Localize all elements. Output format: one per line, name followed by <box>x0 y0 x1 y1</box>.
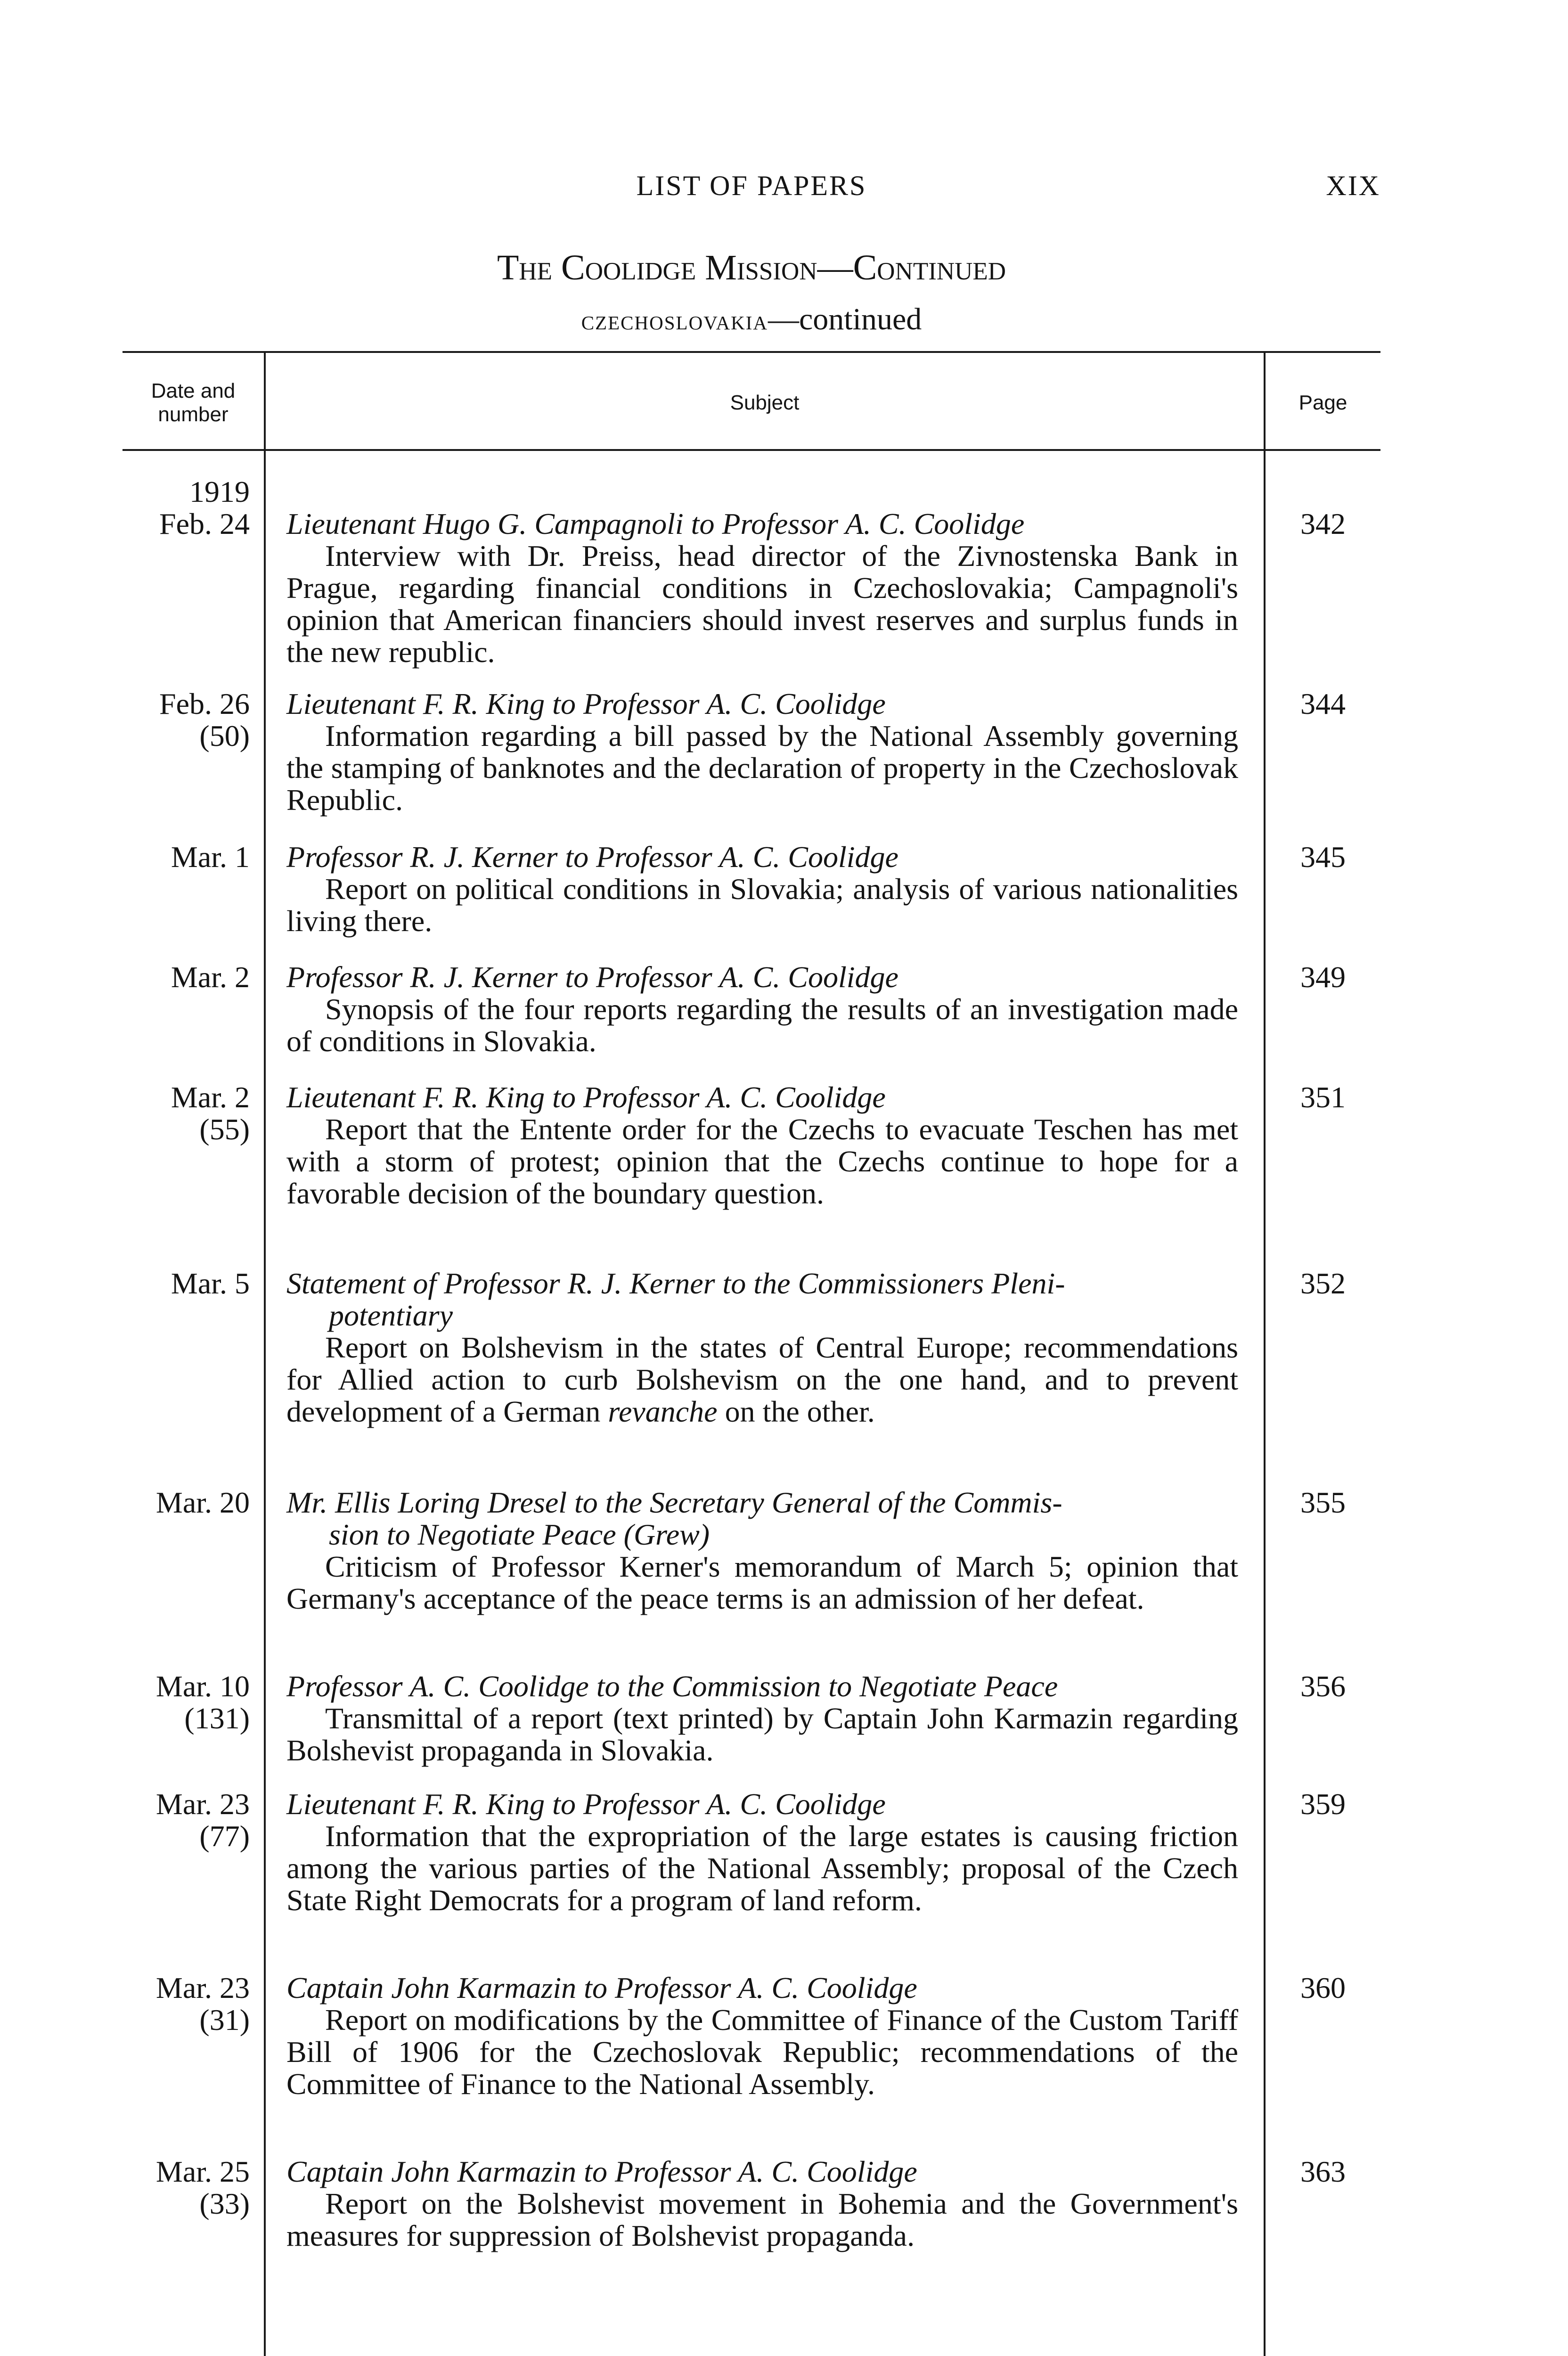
entry-summary: Report that the Entente order for the Czechs to evacuate Teschen has met with a storm of protest; opinion that the Czechs continue to hope for a favorable decision of the boundary question. <box>286 1113 1238 1210</box>
date-cell <box>122 1081 250 1145</box>
date-label: Mar. 5 <box>171 1267 250 1300</box>
date-label: Mar. 25 <box>155 2155 250 2188</box>
page-ref: 345 <box>1300 840 1346 874</box>
entry-heading: Lieutenant Hugo G. Campagnoli to Professor A. C. Coolidge <box>286 507 1025 540</box>
subject-cell <box>286 1788 1238 1916</box>
table-top-rule <box>122 351 1380 353</box>
page-ref: 359 <box>1300 1787 1346 1821</box>
column-header-subject: Subject <box>730 391 800 414</box>
date-cell <box>122 1670 250 1734</box>
entry-summary: Interview with Dr. Preiss, head director of the Zivnostenska Bank in Prague, regarding financial conditions in Czechoslovakia; Campagnoli's opinion that American financiers should invest reserves and surplus funds in the new republic. <box>286 539 1238 669</box>
entry-heading-continued: sion to Negotiate Peace (Grew) <box>329 1518 710 1551</box>
subject-cell <box>286 1487 1238 1615</box>
entry-heading-text: Mr. Ellis Loring Dresel to the Secretary General of the Commis- <box>286 1486 1062 1519</box>
doc-number: (55) <box>199 1113 250 1146</box>
column-divider-page <box>1264 351 1266 2356</box>
page-ref: 342 <box>1300 507 1346 540</box>
date-label: Mar. 23 <box>155 1787 250 1821</box>
date-cell <box>122 1788 250 1852</box>
subject-cell <box>286 508 1238 668</box>
subsection-name: czechoslovakia <box>581 305 768 335</box>
entry-summary: Report on political conditions in Slovakia; analysis of various nationalities living there. <box>286 872 1238 938</box>
date-label: Feb. 24 <box>159 507 250 540</box>
doc-number: (33) <box>199 2187 250 2220</box>
entry-summary-end: on the other. <box>725 1395 875 1428</box>
entry-summary: Report on the Bolshevist movement in Bohemia and the Government's measures for suppression of Bolshevist propaganda. <box>286 2187 1238 2252</box>
column-header-date <box>122 379 264 426</box>
subject-cell <box>286 1670 1238 1767</box>
page-ref: 352 <box>1300 1267 1346 1300</box>
subject-cell <box>286 688 1238 816</box>
date-label: Feb. 26 <box>159 687 250 720</box>
entry-heading: Captain John Karmazin to Professor A. C. Coolidge <box>286 2155 917 2188</box>
entry-heading: Professor R. J. Kerner to Professor A. C. Coolidge <box>286 960 898 994</box>
doc-number: (77) <box>199 1819 250 1853</box>
date-cell <box>122 1487 250 1519</box>
entry-heading <box>286 1487 1238 1551</box>
entry-summary: Information regarding a bill passed by the National Assembly governing the stamping of banknotes and the declaration of property in the Czechoslovak Republic. <box>286 719 1238 817</box>
table-header-rule <box>122 449 1380 451</box>
page-ref: 356 <box>1300 1669 1346 1703</box>
entry-heading: Lieutenant F. R. King to Professor A. C. Coolidge <box>286 687 886 720</box>
entry-summary: Synopsis of the four reports regarding the results of an investigation made of conditions in Slovakia. <box>286 992 1238 1058</box>
page-number: XIX <box>1326 170 1380 201</box>
entry-heading <box>286 1268 1238 1332</box>
year-label: 1919 <box>189 475 250 508</box>
entry-heading: Professor A. C. Coolidge to the Commission to Negotiate Peace <box>286 1669 1058 1703</box>
subject-cell <box>286 1972 1238 2100</box>
entry-heading: Lieutenant F. R. King to Professor A. C. Coolidge <box>286 1080 886 1114</box>
entry-heading-text: Statement of Professor R. J. Kerner to the Commissioners Pleni- <box>286 1267 1065 1300</box>
entry-summary-italic: revanche <box>608 1395 718 1428</box>
entry-summary <box>286 1332 1238 1428</box>
subject-cell <box>286 1268 1238 1428</box>
page-ref: 355 <box>1300 1486 1346 1519</box>
subsection-title <box>122 302 1380 337</box>
entry-heading: Captain John Karmazin to Professor A. C. Coolidge <box>286 1971 917 2004</box>
date-label: Mar. 2 <box>171 1080 250 1114</box>
subsection-suffix: —continued <box>768 302 922 336</box>
entry-heading: Lieutenant F. R. King to Professor A. C. Coolidge <box>286 1787 886 1821</box>
date-label: Mar. 2 <box>171 960 250 994</box>
subject-cell <box>286 961 1238 1057</box>
doc-number: (50) <box>199 719 250 753</box>
subject-cell <box>286 841 1238 937</box>
page-ref: 363 <box>1300 2155 1346 2188</box>
column-header-page: Page <box>1298 391 1348 414</box>
running-title: LIST OF PAPERS <box>636 170 867 201</box>
running-head <box>122 170 1380 207</box>
doc-number: (131) <box>184 1702 250 1735</box>
page-ref: 351 <box>1300 1080 1346 1114</box>
date-cell <box>122 688 250 752</box>
date-label: Mar. 1 <box>171 840 250 874</box>
entry-heading-continued: potentiary <box>329 1299 453 1332</box>
doc-number: (31) <box>199 2003 250 2037</box>
page-ref: 344 <box>1300 687 1346 720</box>
section-title: The Coolidge Mission—Continued <box>497 248 1006 287</box>
entry-summary: Report on modifications by the Committee of Finance of the Custom Tariff Bill of 1906 for the Czechoslovak Republic; recommendations of the Committee of Finance to the National Assembly. <box>286 2003 1238 2101</box>
entry-summary: Information that the expropriation of the large estates is causing friction among the various parties of the National Assembly; proposal of the Czech State Right Democrats for a program of land reform. <box>286 1819 1238 1917</box>
subject-cell <box>286 2156 1238 2252</box>
entry-summary: Criticism of Professor Kerner's memorandum of March 5; opinion that Germany's acceptance of the peace terms is an admission of her defeat. <box>286 1550 1238 1615</box>
date-cell <box>122 961 250 993</box>
page-ref: 360 <box>1300 1971 1346 2004</box>
date-cell <box>122 476 250 540</box>
date-label: Mar. 20 <box>155 1486 250 1519</box>
column-header-date-line2: number <box>158 403 229 426</box>
date-cell <box>122 1268 250 1300</box>
date-cell <box>122 2156 250 2220</box>
subject-cell <box>286 1081 1238 1210</box>
entry-summary: Transmittal of a report (text printed) by Captain John Karmazin regarding Bolshevist propaganda in Slovakia. <box>286 1702 1238 1767</box>
column-header-date-line1: Date and <box>151 379 236 402</box>
page-ref: 349 <box>1300 960 1346 994</box>
papers-table <box>122 351 1380 2356</box>
date-label: Mar. 10 <box>155 1669 250 1703</box>
date-label: Mar. 23 <box>155 1971 250 2004</box>
date-cell <box>122 841 250 873</box>
entry-summary-text: Report on Bolshevism in the states of Central Europe; recommendations for Allied action to curb Bolshevism on the one hand, and to prevent development of a German <box>286 1331 1238 1428</box>
entry-heading: Professor R. J. Kerner to Professor A. C. Coolidge <box>286 840 898 874</box>
column-divider-date <box>264 351 266 2356</box>
date-cell <box>122 1972 250 2036</box>
